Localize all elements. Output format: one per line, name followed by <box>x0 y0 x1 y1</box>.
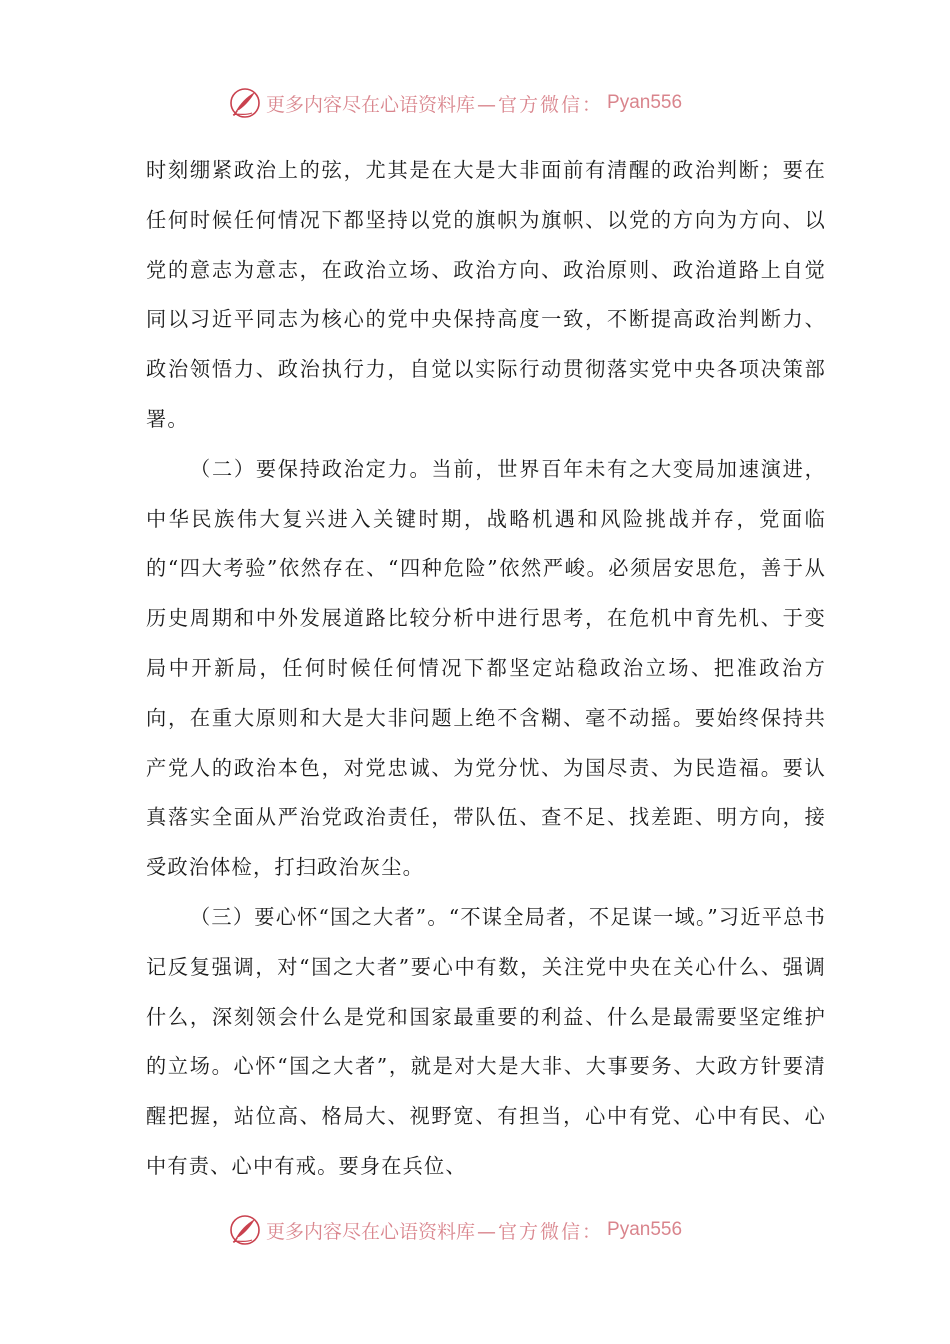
watermark-main-text: 更多内容尽在心语资料库 <box>266 1220 476 1243</box>
quill-pen-logo-icon <box>228 1213 262 1247</box>
paragraph-3: （三）要心怀“国之大者”。“不谋全局者，不足谋一域。”习近平总书记反复强调，对“国之大者”要心中有数，关注党中央在关心什么、强调什么，深刻领会什么是党和国家最重要的利益、什么是最需要坚定维护的立场。心怀“国之大者”，就是对大是大非、大事要务、大政方针要清醒把握，站位高、格局大、视野宽、有担当，心中有党、心中有民、心中有责、心中有戒。要身在兵位、 <box>146 904 826 1178</box>
paragraph-2: （二）要保持政治定力。当前，世界百年未有之大变局加速演进，中华民族伟大复兴进入关键时期，战略机遇和风险挑战并存，党面临的“四大考验”依然存在、“四种危险”依然严峻。必须居安思危，善于从历史周期和中外发展道路比较分析中进行思考，在危机中育先机、于变局中开新局，任何时候任何情况下都坚定站稳政治立场、把准政治方向，在重大原则和大是大非问题上绝不含糊、毫不动摇。要始终保持共产党人的政治本色，对党忠诚、为党分忧、为国尽责、为民造福。要认真落实全面从严治党政治责任，带队伍、查不足、找差距、明方向，接受政治体检，打扫政治灰尘。 <box>146 456 826 880</box>
watermark-header <box>228 86 748 120</box>
quill-pen-logo-icon <box>228 86 262 120</box>
document-body <box>146 146 826 1192</box>
watermark-wechat-label: —官方微信： <box>477 1220 604 1243</box>
watermark-main-text: 更多内容尽在心语资料库 <box>266 93 476 116</box>
watermark-wechat-label: —官方微信： <box>477 93 604 116</box>
watermark-wechat-id: Pyan556 <box>607 1219 683 1240</box>
paragraph-1: 时刻绷紧政治上的弦，尤其是在大是大非面前有清醒的政治判断；要在任何时候任何情况下都坚持以党的旗帜为旗帜、以党的方向为方向、以党的意志为意志，在政治立场、政治方向、政治原则、政治道路上自觉同以习近平同志为核心的党中央保持高度一致，不断提高政治判断力、政治领悟力、政治执行力，自觉以实际行动贯彻落实党中央各项决策部署。 <box>146 158 826 431</box>
watermark-wechat-id: Pyan556 <box>607 92 683 113</box>
watermark-footer <box>228 1213 748 1247</box>
